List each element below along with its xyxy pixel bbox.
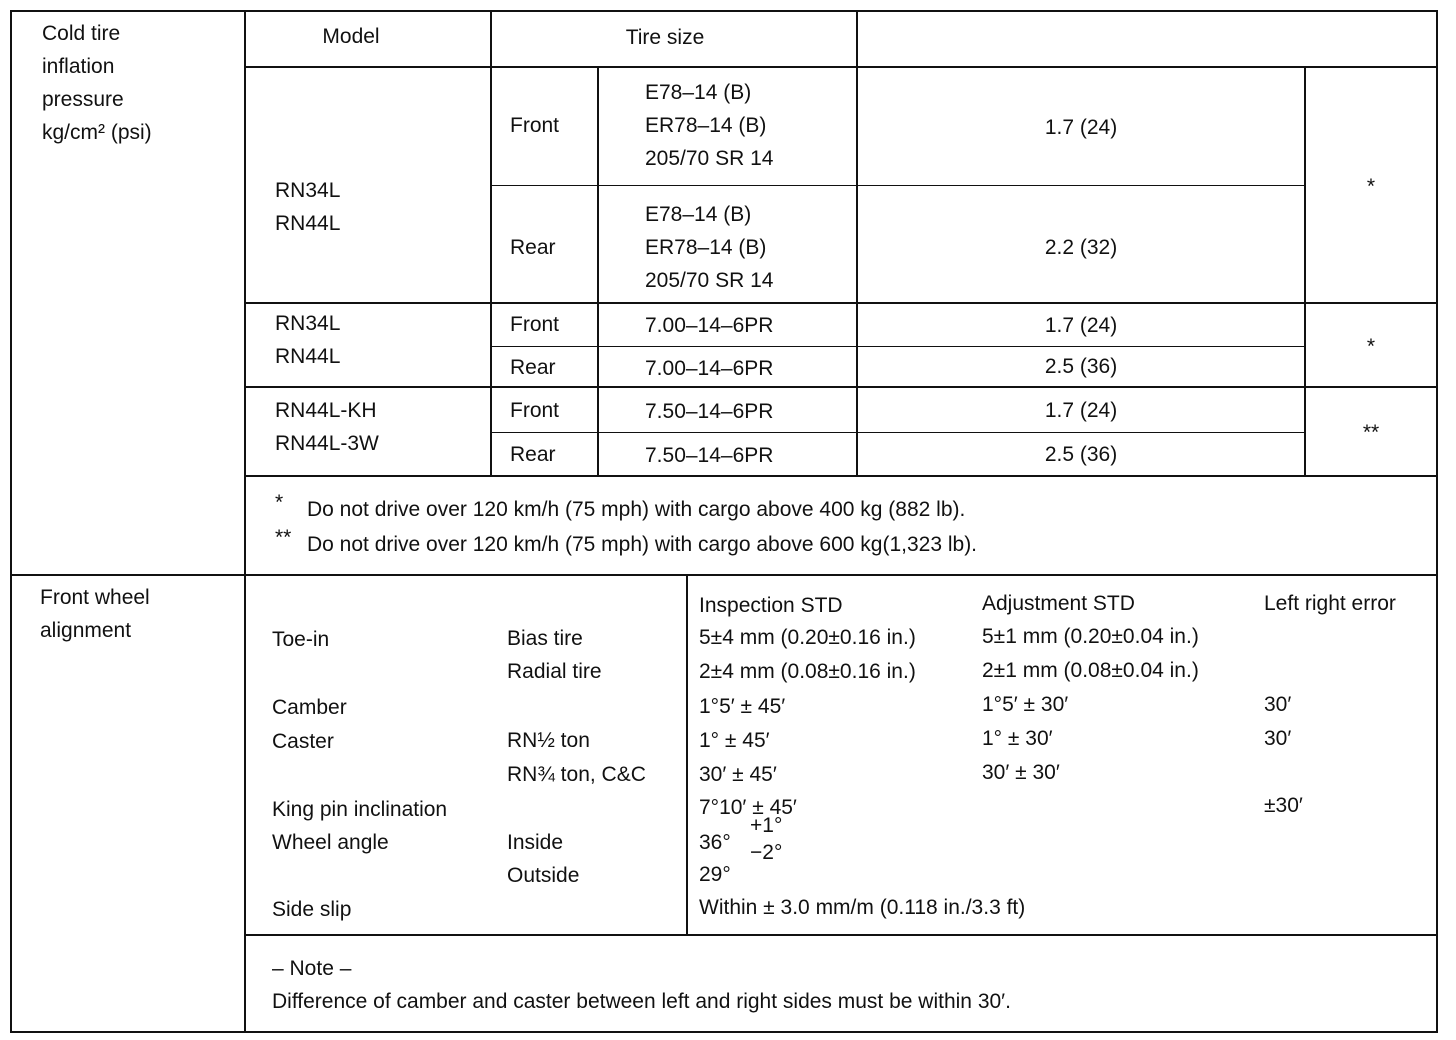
align-err-camber: 30′ xyxy=(1264,693,1292,716)
tire-note-2-text: Do not drive over 120 km/h (75 mph) with cargo above 600 kg(1,323 lb). xyxy=(307,533,978,556)
tire-model-divider xyxy=(490,10,492,476)
group2-rear-pressure: 2.5 (36) xyxy=(1044,355,1118,378)
label-column-divider xyxy=(244,10,246,1033)
align-insp-caster-half: 1° ± 45′ xyxy=(699,729,770,752)
align-item-side-slip: Side slip xyxy=(272,898,352,921)
align-inside-tolerance-plus: +1° xyxy=(750,814,783,837)
alignment-note-line xyxy=(244,934,1438,936)
alignment-note-title: – Note – xyxy=(272,957,352,980)
align-item-toe-in: Toe-in xyxy=(272,628,330,651)
align-adj-bias-tire: 5±1 mm (0.20±0.04 in.) xyxy=(982,625,1199,648)
tire-note-2 xyxy=(275,528,977,561)
align-sub-rn-three-quarter-ton: RN¾ ton, C&C xyxy=(507,763,646,786)
group2-front-position: Front xyxy=(510,313,560,336)
border-top xyxy=(10,10,1438,12)
align-err-caster: 30′ xyxy=(1264,727,1292,750)
border-left xyxy=(10,10,12,1033)
align-sub-outside: Outside xyxy=(507,864,580,887)
group3-models: RN44L-KH RN44L-3W xyxy=(275,399,379,455)
alignment-spec-divider xyxy=(686,574,688,936)
align-adj-camber: 1°5′ ± 30′ xyxy=(982,693,1069,716)
group1-rear-sizes: E78–14 (B) ER78–14 (B) 205/70 SR 14 xyxy=(645,203,774,292)
align-sub-bias-tire: Bias tire xyxy=(507,627,583,650)
align-err-king-pin: ±30′ xyxy=(1264,794,1303,817)
group2-front-size: 7.00–14–6PR xyxy=(645,314,774,337)
group1-rear-position: Rear xyxy=(510,236,556,259)
tire-note-1-mark: * xyxy=(275,491,284,514)
align-item-caster: Caster xyxy=(272,730,334,753)
align-inside-tolerance-minus: −2° xyxy=(750,841,783,864)
group2-mark: * xyxy=(1366,335,1376,358)
group2-rear-position: Rear xyxy=(510,356,556,379)
align-sub-rn-half-ton: RN½ ton xyxy=(507,729,590,752)
group3-front-position: Front xyxy=(510,399,560,422)
align-insp-king-pin: 7°10′ ± 45′ xyxy=(699,796,797,819)
align-sub-radial-tire: Radial tire xyxy=(507,660,602,683)
tire-section-label: Cold tire inflation pressure kg/cm² (psi) xyxy=(42,22,152,144)
group2-front-pressure: 1.7 (24) xyxy=(1044,314,1118,337)
align-item-king-pin: King pin inclination xyxy=(272,798,448,821)
align-insp-inside: 36° xyxy=(699,831,731,854)
group1-front-sizes: E78–14 (B) ER78–14 (B) 205/70 SR 14 xyxy=(645,81,774,170)
border-right xyxy=(1436,10,1438,1033)
tire-note-2-mark: ** xyxy=(275,526,292,549)
group2-models: RN34L RN44L xyxy=(275,312,341,368)
tire-notes-line xyxy=(244,475,1438,477)
group1-models: RN34L RN44L xyxy=(275,179,341,235)
align-adj-caster-three-quarter: 30′ ± 30′ xyxy=(982,761,1060,784)
group1-front-pressure: 1.7 (24) xyxy=(1044,116,1118,139)
group3-rear-pressure: 2.5 (36) xyxy=(1044,443,1118,466)
align-item-wheel-angle: Wheel angle xyxy=(272,831,389,854)
align-item-camber: Camber xyxy=(272,696,347,719)
header-model: Model xyxy=(322,25,380,48)
align-insp-bias-tire: 5±4 mm (0.20±0.16 in.) xyxy=(699,626,916,649)
align-insp-radial-tire: 2±4 mm (0.08±0.16 in.) xyxy=(699,660,916,683)
tire-group-line-1 xyxy=(244,302,1438,304)
tire-row-line xyxy=(490,346,1306,347)
border-bottom xyxy=(10,1031,1438,1033)
group3-front-size: 7.50–14–6PR xyxy=(645,400,774,423)
align-adj-caster-half: 1° ± 30′ xyxy=(982,727,1053,750)
section-divider xyxy=(10,574,1438,576)
tire-note-1-text: Do not drive over 120 km/h (75 mph) with cargo above 400 kg (882 lb). xyxy=(307,498,966,521)
header-tire-size: Tire size xyxy=(625,26,705,49)
align-adj-radial-tire: 2±1 mm (0.08±0.04 in.) xyxy=(982,659,1199,682)
header-inspection-std: Inspection STD xyxy=(699,594,843,617)
group3-rear-size: 7.50–14–6PR xyxy=(645,444,774,467)
tire-position-divider xyxy=(597,66,599,476)
group1-front-position: Front xyxy=(510,114,560,137)
group3-mark: ** xyxy=(1362,421,1380,444)
group2-rear-size: 7.00–14–6PR xyxy=(645,357,774,380)
tire-note-1 xyxy=(275,493,965,526)
header-left-right-error: Left right error xyxy=(1264,592,1396,615)
group1-mark: * xyxy=(1366,175,1376,198)
align-insp-side-slip: Within ± 3.0 mm/m (0.118 in./3.3 ft) xyxy=(699,896,1026,919)
tire-row-line xyxy=(490,185,1306,186)
group3-rear-position: Rear xyxy=(510,443,556,466)
tire-header-line xyxy=(244,66,1438,68)
align-insp-camber: 1°5′ ± 45′ xyxy=(699,695,786,718)
group1-rear-pressure: 2.2 (32) xyxy=(1044,236,1118,259)
alignment-section-label: Front wheel alignment xyxy=(40,586,150,642)
tire-group-line-2 xyxy=(244,386,1438,388)
tire-pressure-divider xyxy=(1304,66,1306,476)
align-insp-outside: 29° xyxy=(699,863,731,886)
align-sub-inside: Inside xyxy=(507,831,564,854)
align-insp-caster-three-quarter: 30′ ± 45′ xyxy=(699,763,777,786)
alignment-note-text: Difference of camber and caster between left and right sides must be within 30′. xyxy=(272,990,1011,1013)
header-adjustment-std: Adjustment STD xyxy=(982,592,1135,615)
tire-row-line xyxy=(490,432,1306,433)
group3-front-pressure: 1.7 (24) xyxy=(1044,399,1118,422)
